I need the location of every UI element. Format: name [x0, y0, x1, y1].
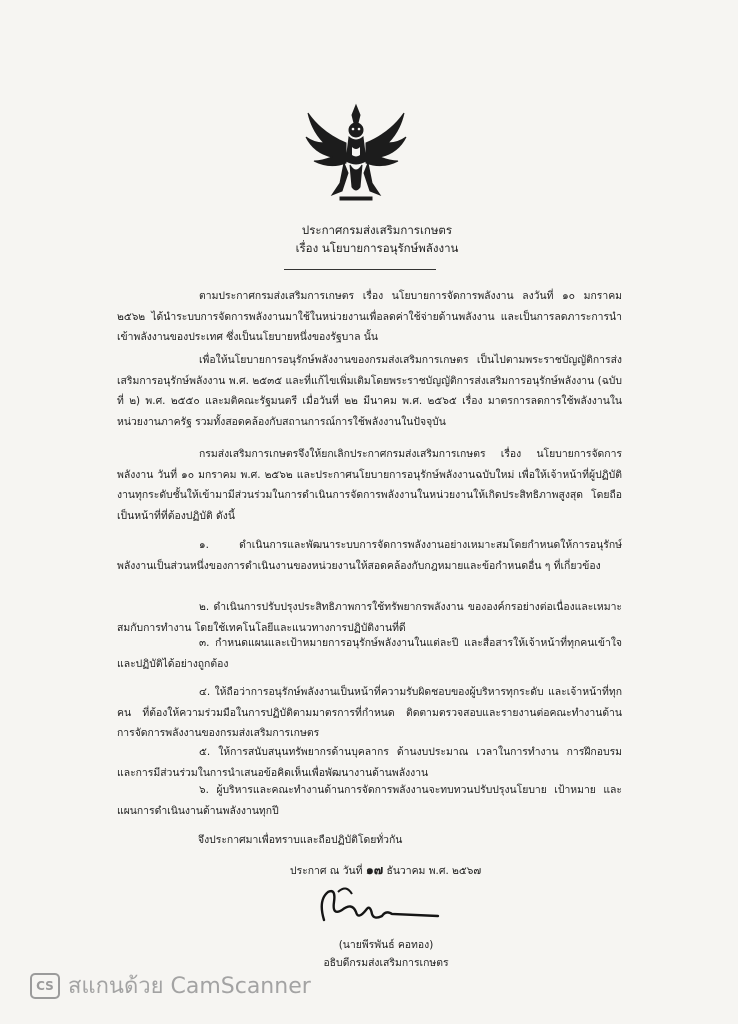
announcement-title: ประกาศกรมส่งเสริมการเกษตร [301, 223, 453, 237]
signer-title: อธิบดีกรมส่งเสริมการเกษตร [323, 957, 449, 969]
announcement-date [290, 860, 481, 880]
garuda-emblem-icon [300, 103, 412, 203]
signature-mark [312, 880, 442, 935]
header-divider [284, 269, 436, 270]
paragraph-1: ตามประกาศกรมส่งเสริมการเกษตร เรื่อง นโยบายการจัดการพลังงาน ลงวันที่ ๑๐ มกราคม ๒๕๖๒ ได้นำระบบการจัดการพลังงานมาใช้ในหน่วยงานเพื่อลดค่าใช้จ่ายด้านพลังงาน และเป็นการลดภาระการนำเข้าพลังงานของประเทศ ซึ่งเป็นนโยบายหนึ่งของรัฐบาล นั้น [117, 290, 622, 343]
paragraph-2: เพื่อให้นโยบายการอนุรักษ์พลังงานของกรมส่งเสริมการเกษตร เป็นไปตามพระราชบัญญัติการส่งเสริมการอนุรักษ์พลังงาน พ.ศ. ๒๕๓๕ และที่แก้ไขเพิ่มเติมโดยพระราชบัญญัติการส่งเสริมการอนุรักษ์พลังงาน (ฉบับที่ ๒) พ.ศ. ๒๕๕๐ และมติคณะรัฐมนตรี เมื่อวันที่ ๒๒ มีนาคม พ.ศ. ๒๕๖๕ เรื่อง มาตรการลดการใช้พลังงานในหน่วยงานภาครัฐ รวมทั้งสอดคล้องกับสถานการณ์การใช้พลังงานในปัจจุบัน [117, 354, 622, 428]
policy-item-4: ๔. ให้ถือว่าการอนุรักษ์พลังงานเป็นหน้าที่ความรับผิดชอบของผู้บริหารทุกระดับ และเจ้าหน้าที่ทุกคน ที่ต้องให้ความร่วมมือในการปฏิบัติตามมาตรการที่กำหนด ติดตามตรวจสอบและรายงานต่อคณะทำงานด้านการจัดการพลังงานของกรมส่งเสริมการเกษตร [117, 686, 622, 739]
camscanner-logo-icon: CS [30, 973, 60, 999]
date-month-year: ธันวาคม พ.ศ. ๒๕๖๗ [386, 865, 482, 877]
date-day-handwritten: ๑๗ [365, 862, 384, 877]
watermark-text: สแกนด้วย CamScanner [68, 974, 311, 999]
policy-item-2: ๒. ดำเนินการปรับปรุงประสิทธิภาพการใช้ทรัพยากรพลังงาน ขององค์กรอย่างต่อเนื่องและเหมาะสมกับการทำงาน โดยใช้เทคโนโลยีและแนวทางการปฏิบัติงานที่ดี [117, 601, 622, 634]
policy-item-3: ๓. กำหนดแผนและเป้าหมายการอนุรักษ์พลังงานในแต่ละปี และสื่อสารให้เจ้าหน้าที่ทุกคนเข้าใจและปฏิบัติได้อย่างถูกต้อง [117, 637, 622, 670]
date-prefix: ประกาศ ณ วันที่ [290, 865, 363, 877]
paragraph-3: กรมส่งเสริมการเกษตรจึงให้ยกเลิกประกาศกรมส่งเสริมการเกษตร เรื่อง นโยบายการจัดการพลังงาน วันที่ ๑๐ มกราคม พ.ศ. ๒๕๖๒ และประกาศนโยบายการอนุรักษ์พลังงานฉบับใหม่ เพื่อให้เจ้าหน้าที่ผู้ปฏิบัติงานทุกระดับชั้นให้เข้ามามีส่วนร่วมในการดำเนินการจัดการพลังงานในหน่วยงานให้เกิดประสิทธิภาพสูงสุด โดยถือเป็นหน้าที่ที่ต้องปฏิบัติ ดังนี้ [117, 448, 622, 522]
policy-item-1: ๑. ดำเนินการและพัฒนาระบบการจัดการพลังงานอย่างเหมาะสมโดยกำหนดให้การอนุรักษ์พลังงานเป็นส่วนหนึ่งของการดำเนินงานของหน่วยงานให้สอดคล้องกับกฎหมายและข้อกำหนดอื่น ๆ ที่เกี่ยวข้อง [117, 539, 622, 572]
announcement-subject: เรื่อง นโยบายการอนุรักษ์พลังงาน [295, 241, 459, 255]
policy-item-5: ๕. ให้การสนับสนุนทรัพยากรด้านบุคลากร ด้านงบประมาณ เวลาในการทำงาน การฝึกอบรม และการมีส่วนร่วมในการนำเสนอข้อคิดเห็นเพื่อพัฒนางานด้านพลังงาน [117, 746, 622, 779]
closing-statement: จึงประกาศมาเพื่อทราบและถือปฏิบัติโดยทั่วกัน [198, 834, 403, 846]
camscanner-watermark [30, 968, 311, 1003]
signer-name: (นายพีรพันธ์ คอทอง) [338, 939, 434, 951]
policy-item-6: ๖. ผู้บริหารและคณะทำงานด้านการจัดการพลังงานจะทบทวนปรับปรุงนโยบาย เป้าหมาย และแผนการดำเนินงานด้านพลังงานทุกปี [117, 784, 622, 817]
